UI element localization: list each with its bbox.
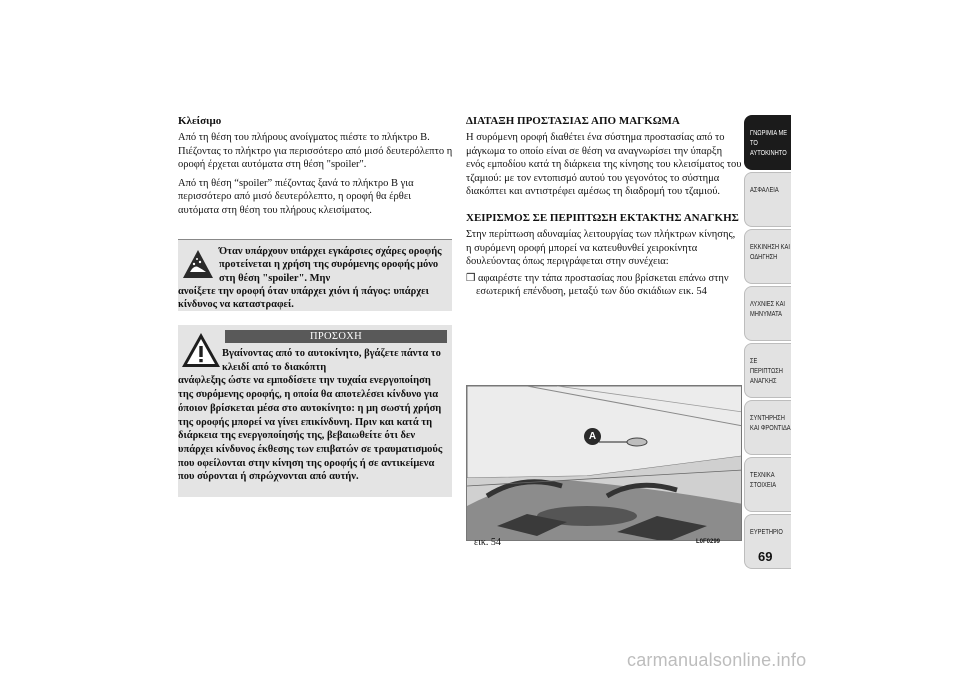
caution-box <box>178 325 452 497</box>
callout-a-badge <box>584 428 601 445</box>
tab-starting-driving[interactable] <box>744 229 791 284</box>
callout-a-label: A <box>588 431 597 442</box>
note-text-a: Όταν υπάρχουν υπάρχει εγκάρσιες σχάρες οροφής προτείνεται η χρήση της συρόμενης οροφής μόνο στη θέση "spoiler". Μην <box>219 246 442 284</box>
chapter-tabs <box>744 115 791 571</box>
tab-label: ΣΕ ΠΕΡΙΠΤΩΣΗ ΑΝΑΓΚΗΣ <box>750 358 783 385</box>
tab-warning-lights[interactable] <box>744 286 791 341</box>
anti-pinch-heading: ΔΙΑΤΑΞΗ ΠΡΟΣΤΑΣΙΑΣ ΑΠΟ ΜΑΓΚΩΜΑ <box>466 115 680 127</box>
tab-safety[interactable] <box>744 172 791 227</box>
tab-label: ΕΥΡΕΤΗΡΙΟ <box>750 529 783 536</box>
closing-heading: Κλείσιμο <box>178 115 222 127</box>
caution-text <box>178 347 448 484</box>
roof-interior-figure <box>466 385 742 541</box>
tab-technical-data[interactable] <box>744 457 791 512</box>
note-text <box>178 245 448 311</box>
closing-paragraph-2: Από τη θέση “spoiler” πιέζοντας ξανά το πλήκτρο B για περισσότερο από μισό δευτερόλεπτο, η οροφή θα έρθει αυτόματα στη θέση του πλήρους κλεισίματος. <box>178 177 414 216</box>
tab-emergency[interactable] <box>744 343 791 398</box>
tab-label: ΕΚΚΙΝΗΣΗ ΚΑΙ ΟΔΗΓΗΣΗ <box>750 244 790 261</box>
tab-label: ΣΥΝΤΗΡΗΣΗ ΚΑΙ ΦΡΟΝΤΙΔΑ <box>750 415 791 432</box>
emergency-bullet: ❒ αφαιρέστε την τάπα προστασίας που βρίσκεται επάνω στην εσωτερική επένδυση, μεταξύ των δύο σκιάδιων εικ. 54 <box>466 272 729 298</box>
emergency-paragraph: Στην περίπτωση αδυναμίας λειτουργίας των πλήκτρων κίνησης, η συρόμενη οροφή μπορεί να κατευθυνθεί χειροκίνητα δουλεύοντας όπως περιγράφεται στην συνέχεια: <box>466 228 736 268</box>
roof-interior-illustration <box>467 386 742 541</box>
left-column <box>178 114 454 218</box>
tab-maintenance[interactable] <box>744 400 791 455</box>
tab-getting-to-know[interactable] <box>744 115 791 170</box>
tab-label: ΛΥΧΝΙΕΣ ΚΑΙ ΜΗΝΥΜΑΤΑ <box>750 301 786 318</box>
roof-rack-note <box>178 239 452 311</box>
figure-caption: εικ. 54 <box>474 537 501 548</box>
anti-pinch-paragraph: Η συρόμενη οροφή διαθέτει ένα σύστημα προστασίας από το μάγκωμα το οποίο είναι σε θέση να αναγνωρίσει την ύπαρξη ενός εμποδίου κατά τη διάρκεια της κίνησης του κλεισίματος του τζαμιού: με τον εντοπισμό αυτού του γεγονότος το σύστημα διακόπτει και αντιστρέφει αμέσως τη διαδρομή του τζαμιού. <box>466 132 742 198</box>
watermark: carmanualsonline.info <box>627 650 807 670</box>
note-text-b: ανοίξετε την οροφή όταν υπάρχει χιόνι ή πάγος: υπάρχει κίνδυνος να καταστραφεί. <box>178 285 429 311</box>
caution-text-b: ανάφλεξης ώστε να εμποδίσετε την τυχαία ενεργοποίηση της συρόμενης οροφής, η οποία θα αποτελέσει κίνδυνο για όποιον βρίσκεται μέσα στο αυτοκίνητο: η μη σωστή χρήση της οροφής μπορεί να γίνει επικίνδυνη. Πριν και κατά τη διάρκεια της ενεργοποίησής της, βεβαιωθείτε ότι δεν υπάρχει κίνδυνος έκθεσης των επιβατών σε τραυματισμούς που οφείλονται στην κίνηση της οροφής ή σε αντικείμενα που σύρονται ή σπρώχνονται από αυτήν. <box>178 375 443 483</box>
tab-label: ΑΣΦΑΛΕΙΑ <box>750 187 779 194</box>
figure-code: L0F0299 <box>696 539 721 545</box>
page-number: 69 <box>758 549 773 564</box>
closing-paragraph-1: Από τη θέση του πλήρους ανοίγματος πιέστε το πλήκτρο B. Πιέζοντας το πλήκτρο για περισσότερο από μισό δευτερόλεπτο η οροφή έρχεται αυτόματα στη θέση "spoiler". <box>178 132 453 171</box>
tab-label: ΓΝΩΡΙΜΙΑ ΜΕ ΤΟ ΑΥΤΟΚΙΝΗΤΟ <box>750 130 788 157</box>
caution-text-a: Βγαίνοντας από το αυτοκίνητο, βγάζετε πάντα το κλειδί από το διακόπτη <box>222 348 441 373</box>
tab-label: ΤΕΧΝΙΚΑ ΣΤΟΙΧΕΙΑ <box>750 472 777 489</box>
caution-header: ΠΡΟΣΟΧΗ <box>225 330 447 343</box>
right-column <box>466 114 742 299</box>
emergency-heading: ΧΕΙΡΙΣΜΟΣ ΣΕ ΠΕΡΙΠΤΩΣΗ ΕΚΤΑΚΤΗΣ ΑΝΑΓΚΗΣ <box>466 211 739 224</box>
